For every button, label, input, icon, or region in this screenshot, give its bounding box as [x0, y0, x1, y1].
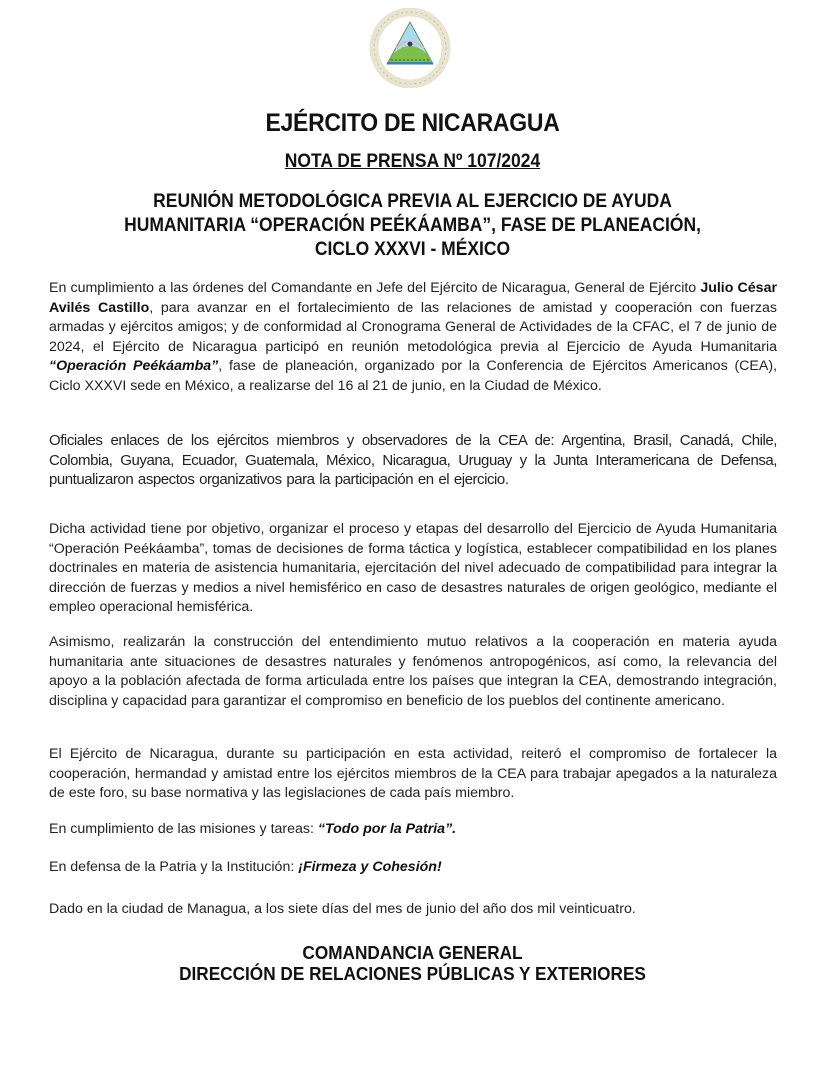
- paragraph-text: En cumplimiento a las órdenes del Comandante en Jefe del Ejército de Nicaragua, General de Ejército: [49, 280, 701, 296]
- date-line: [49, 900, 777, 920]
- paragraph-text: El Ejército de Nicaragua, durante su participación en esta actividad, reiteró el compromiso de fortalecer la cooperación, hermandad y amistad entre los ejércitos miembros de la CEA para trabajar apegados a la naturaleza de este foro, su base normativa y las legislaciones de cada país miembro.: [49, 746, 777, 802]
- paragraph-text: Dicha actividad tiene por objetivo, organizar el proceso y etapas del desarrollo del Ejercicio de Ayuda Humanitaria “Operación Peékáamba”, tomas de decisiones de forma táctica y logística, establecer compatibilidad en los planes doctrinales en materia de asistencia humanitaria, ejercitación del nivel adecuado de compatibilidad para integrar la dirección de fuerzas y medios a nivel hemisférico en caso de desastres naturales de origen geológico, mediante el empleo operacional hemisférica.: [49, 521, 777, 616]
- headline-line: CICLO XXXVI - MÉXICO: [314, 239, 511, 260]
- paragraph-text: , para avanzar en el fortalecimiento de las relaciones de amistad y cooperación con fuerzas armadas y ejércitos amigos; y de conformidad al Cronograma General de Actividades de la CFAC, el 7 de junio de 2024, el Ejército de Nicaragua participó en reunión metodológica previa al Ejercicio de Ayuda Humanitaria: [49, 299, 777, 355]
- motto-line-2: [49, 858, 777, 878]
- paragraph-objective: [49, 520, 777, 618]
- coat-of-arms-logo: [363, 8, 457, 88]
- signature-block: [29, 942, 796, 984]
- paragraph-participants: [49, 431, 777, 490]
- paragraph-text: Dado en la ciudad de Managua, a los siete días del mes de junio del año dos mil veinticuatro.: [49, 901, 636, 917]
- paragraph-cooperation: [49, 633, 777, 711]
- institution-title: EJÉRCITO DE NICARAGUA: [265, 109, 560, 137]
- motto-lead: En cumplimiento de las misiones y tareas:: [49, 821, 318, 837]
- operation-name: “Operación Peékáamba”: [49, 358, 219, 375]
- coat-of-arms-icon: [363, 8, 457, 88]
- headline-line: HUMANITARIA “OPERACIÓN PEÉKÁAMBA”, FASE DE PLANEACIÓN,: [124, 215, 701, 236]
- headline-line: REUNIÓN METODOLÓGICA PREVIA AL EJERCICIO DE AYUDA: [153, 191, 672, 212]
- press-note-number: NOTA DE PRENSA Nº 107/2024: [284, 151, 541, 172]
- motto-text: ¡Firmeza y Cohesión!: [298, 859, 442, 875]
- signature-line-2: DIRECCIÓN DE RELACIONES PÚBLICAS Y EXTERIORES: [179, 963, 646, 984]
- motto-text: “Todo por la Patria”.: [317, 821, 457, 837]
- motto-lead: En defensa de la Patria y la Institución:: [49, 859, 299, 875]
- motto-line-1: [49, 820, 777, 840]
- paragraph-text: Asimismo, realizarán la construcción del entendimiento mutuo relativos a la cooperación en materia ayuda humanitaria ante situaciones de desastres naturales y fenómenos antropogénicos, así como, la relevancia del apoyo a la población afectada de forma articulada entre los países que integran la CEA, demostrando integración, disciplina y capacidad para garantizar el compromiso en beneficio de los pueblos del continente americano.: [49, 634, 777, 709]
- paragraph-commitment: [49, 745, 777, 804]
- commander-name: Julio César Avilés Castillo: [49, 280, 777, 316]
- headline: [33, 190, 792, 262]
- paragraph-intro: [49, 279, 777, 397]
- paragraph-text: Oficiales enlaces de los ejércitos miembros y observadores de la CEA de: Argentina, Brasil, Canadá, Chile, Colombia, Guyana, Ecuador, Guatemala, México, Nicaragua, Uruguay y la Junta Interamericana de Defensa, puntualizaron aspectos organizativos para la participación en el ejercicio.: [49, 432, 777, 489]
- paragraph-text: , fase de planeación, organizado por la Conferencia de Ejércitos Americanos (CEA), Ciclo XXXVI sede en México, a realizarse del 16 al 21 de junio, en la Ciudad de México.: [49, 358, 778, 394]
- signature-line-1: COMANDANCIA GENERAL: [302, 942, 523, 963]
